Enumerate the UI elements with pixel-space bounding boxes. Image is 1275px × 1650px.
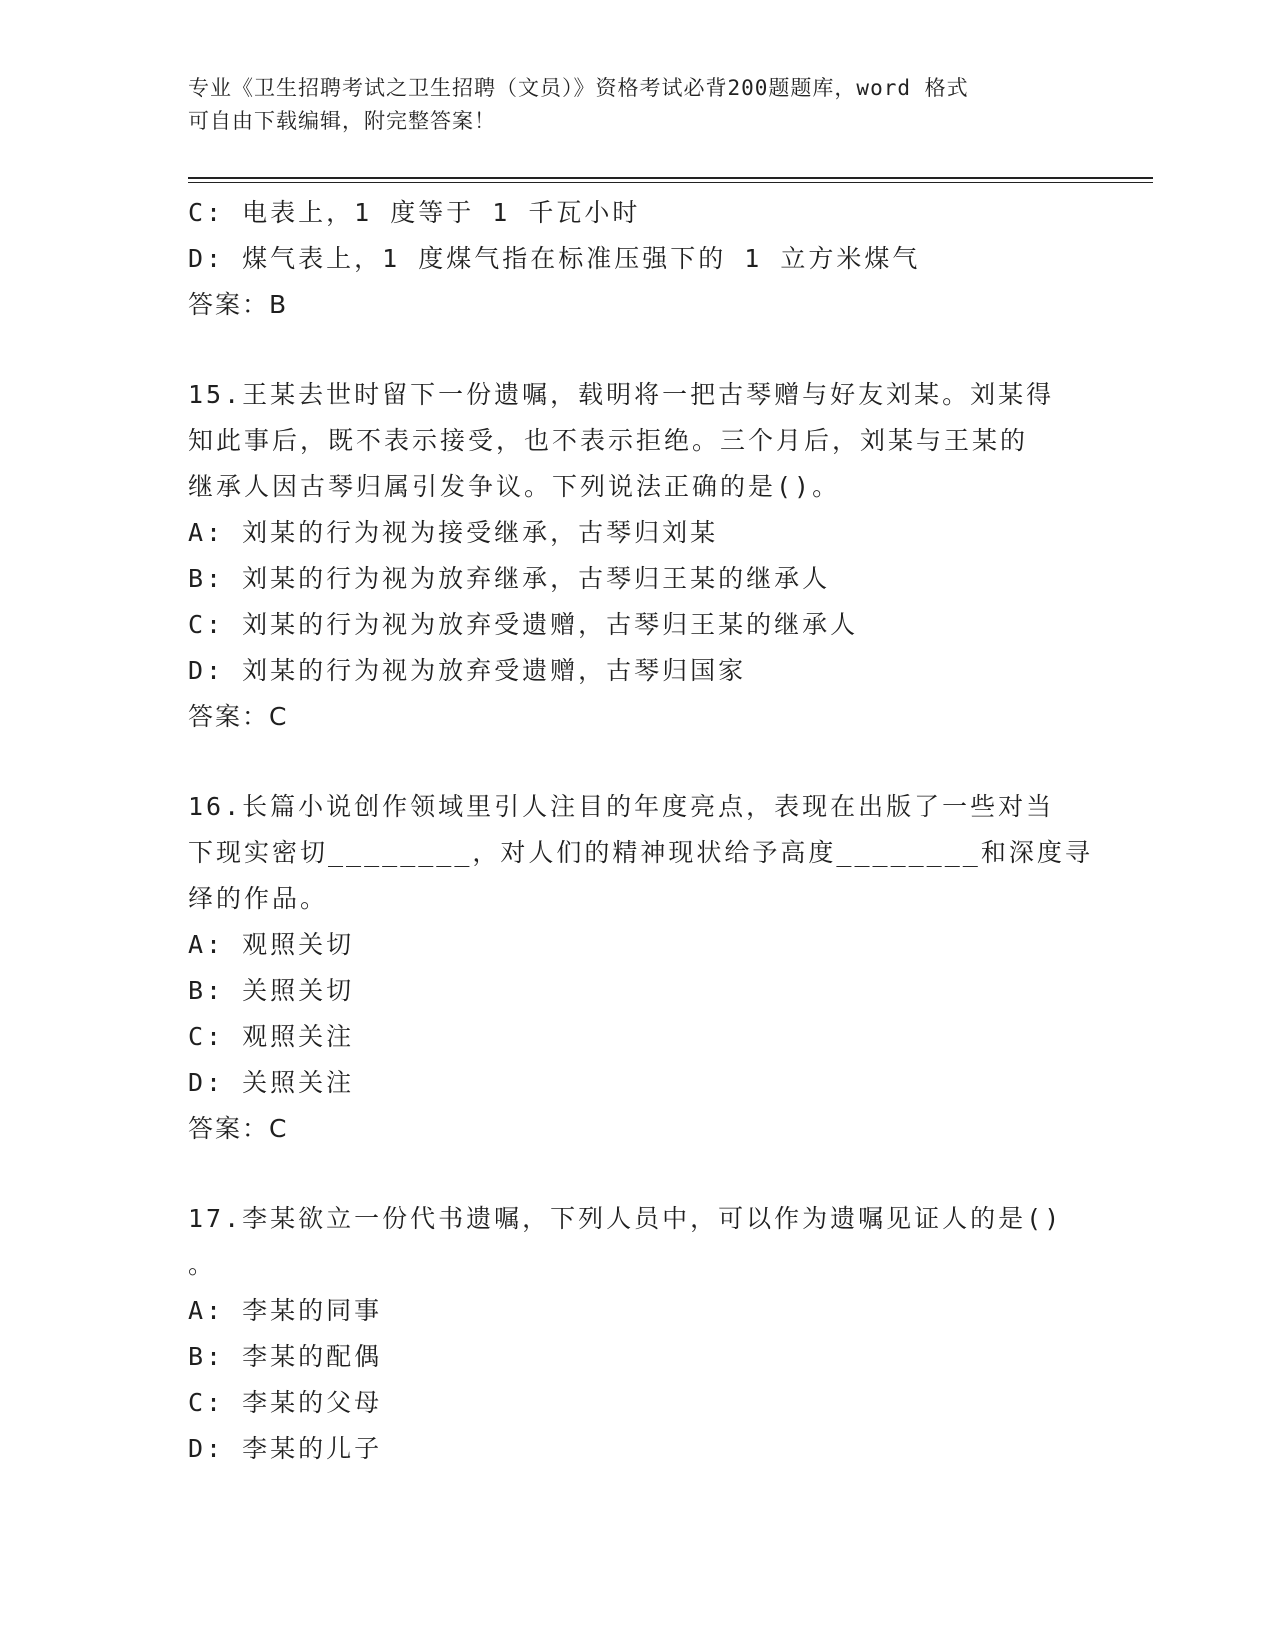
option-d: D: 煤气表上，1 度煤气指在标准压强下的 1 立方米煤气 bbox=[188, 244, 921, 273]
question-stem-line: 17.李某欲立一份代书遗嘱，下列人员中，可以作为遗嘱见证人的是() bbox=[188, 1204, 1063, 1233]
option-a: A: 观照关切 bbox=[188, 930, 355, 959]
option-a: A: 刘某的行为视为接受继承，古琴归刘某 bbox=[188, 518, 719, 547]
header-divider-thick bbox=[188, 177, 1153, 179]
header-divider-thin bbox=[188, 182, 1153, 183]
answer-line: 答案：C bbox=[188, 702, 289, 731]
question-stem-line: 下现实密切________，对人们的精神现状给予高度________和深度寻 bbox=[188, 838, 1093, 867]
option-b: B: 李某的配偶 bbox=[188, 1342, 383, 1371]
option-d: D: 刘某的行为视为放弃受遗赠，古琴归国家 bbox=[188, 656, 747, 685]
option-c: C: 电表上，1 度等于 1 千瓦小时 bbox=[188, 198, 641, 227]
question-16 bbox=[188, 784, 1093, 1152]
option-c: C: 刘某的行为视为放弃受遗赠，古琴归王某的继承人 bbox=[188, 610, 859, 639]
question-14-fragment bbox=[188, 190, 1093, 328]
option-c: C: 观照关注 bbox=[188, 1022, 355, 1051]
spacer bbox=[188, 328, 1093, 372]
question-content bbox=[188, 190, 1093, 1472]
question-stem-line: 知此事后，既不表示接受，也不表示拒绝。三个月后，刘某与王某的 bbox=[188, 426, 1029, 455]
question-stem-line: 继承人因古琴归属引发争议。下列说法正确的是()。 bbox=[188, 472, 841, 501]
question-stem-line: 16.长篇小说创作领域里引人注目的年度亮点，表现在出版了一些对当 bbox=[188, 792, 1055, 821]
spacer bbox=[188, 740, 1093, 784]
option-d: D: 李某的儿子 bbox=[188, 1434, 383, 1463]
answer-line: 答案：B bbox=[188, 290, 289, 319]
question-stem-line: 15.王某去世时留下一份遗嘱，载明将一把古琴赠与好友刘某。刘某得 bbox=[188, 380, 1055, 409]
question-15 bbox=[188, 372, 1093, 740]
question-stem-line: 绎的作品。 bbox=[188, 884, 329, 913]
option-b: B: 关照关切 bbox=[188, 976, 355, 1005]
question-17 bbox=[188, 1196, 1093, 1472]
header-line-2: 可自由下载编辑，附完整答案！ bbox=[188, 109, 496, 133]
spacer bbox=[188, 1152, 1093, 1196]
option-c: C: 李某的父母 bbox=[188, 1388, 383, 1417]
document-header bbox=[188, 72, 1088, 138]
option-d: D: 关照关注 bbox=[188, 1068, 355, 1097]
option-b: B: 刘某的行为视为放弃继承，古琴归王某的继承人 bbox=[188, 564, 831, 593]
question-stem-line: 。 bbox=[188, 1250, 217, 1279]
header-line-1: 专业《卫生招聘考试之卫生招聘（文员）》资格考试必背200题题库，word 格式 bbox=[188, 76, 969, 100]
option-a: A: 李某的同事 bbox=[188, 1296, 383, 1325]
answer-line: 答案：C bbox=[188, 1114, 289, 1143]
